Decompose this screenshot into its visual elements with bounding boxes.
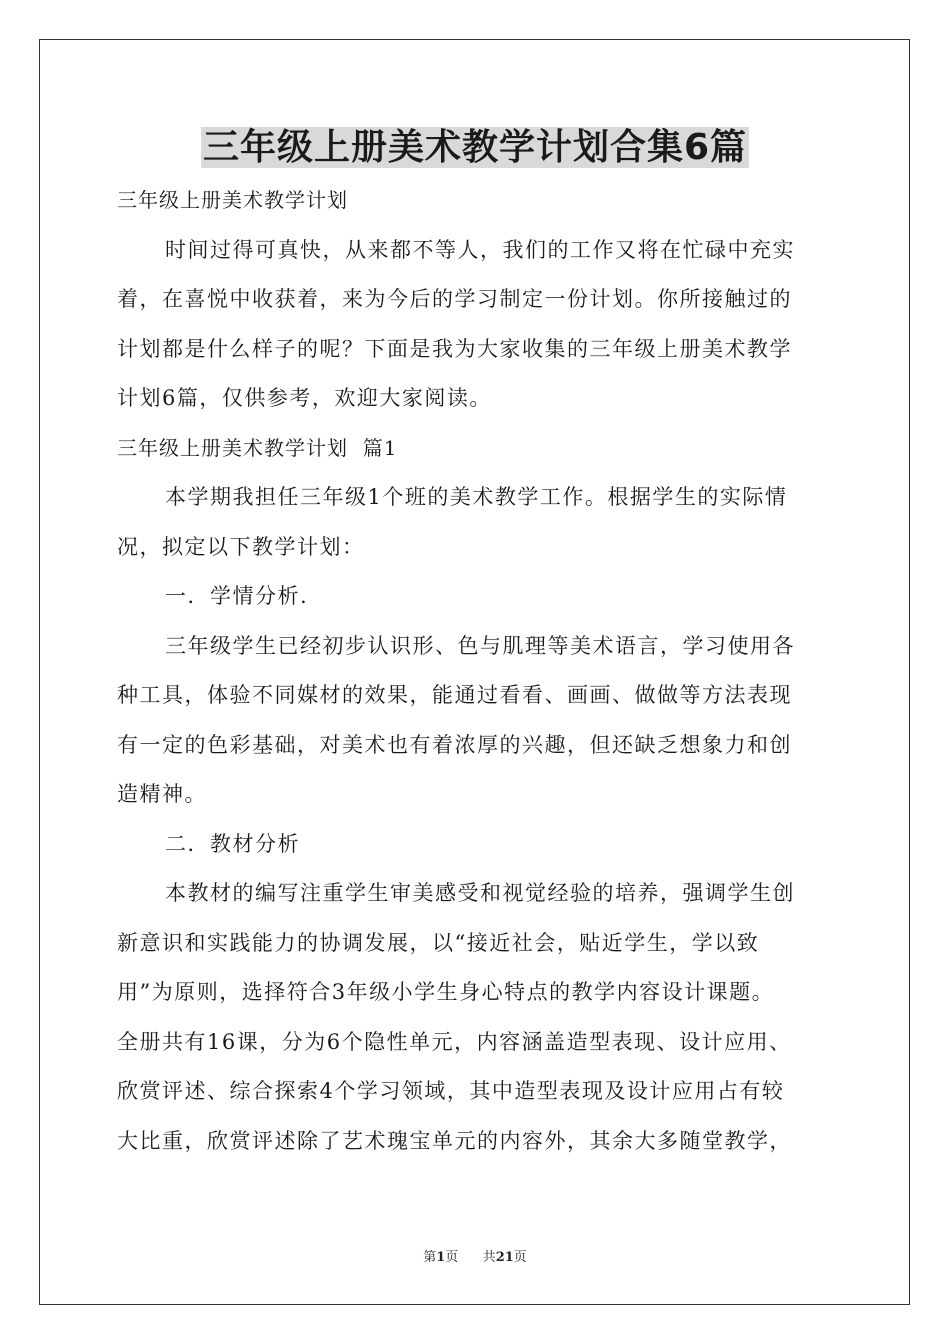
paragraph-line: 有一定的色彩基础，对美术也有着浓厚的兴趣，但还缺乏想象力和创	[117, 732, 792, 757]
paragraph-line: 大比重，欣赏评述除了艺术瑰宝单元的内容外，其余大多随堂教学，	[117, 1128, 792, 1153]
paragraph-line: 全册共有16课，分为6个隐性单元，内容涵盖造型表现、设计应用、	[117, 1029, 792, 1054]
document-body	[117, 176, 847, 1166]
subheading-textbook-analysis: 二．教材分析	[165, 831, 300, 856]
footer-page-suffix: 页	[445, 1250, 459, 1265]
paragraph-line: 种工具，体验不同媒材的效果，能通过看看、画画、做做等方法表现	[117, 683, 792, 707]
footer-total-suffix: 页	[513, 1250, 527, 1265]
paragraph-line: 欣赏评述、综合探索4个学习领域，其中造型表现及设计应用占有较	[117, 1079, 785, 1103]
intro-line: 计划6篇，仅供参考，欢迎大家阅读。	[117, 386, 492, 410]
footer-page-prefix: 第	[423, 1250, 437, 1265]
subheading-learning-analysis: 一．学情分析.	[165, 584, 309, 608]
document-title-text: 三年级上册美术教学计划合集6篇	[202, 127, 748, 168]
document-title	[0, 124, 950, 172]
intro-line: 时间过得可真快，从来都不等人，我们的工作又将在忙碌中充实	[165, 237, 795, 262]
paragraph-line: 况，拟定以下教学计划：	[117, 534, 365, 559]
paragraph-line: 三年级学生已经初步认识形、色与肌理等美术语言，学习使用各	[165, 633, 795, 658]
intro-line: 计划都是什么样子的呢？下面是我为大家收集的三年级上册美术教学	[117, 336, 792, 361]
intro-line: 着，在喜悦中收获着，来为今后的学习制定一份计划。你所接触过的	[117, 287, 792, 311]
footer-total-number: 21	[495, 1250, 514, 1265]
paragraph-line: 用”为原则，选择符合3年级小学生身心特点的教学内容设计课题。	[117, 980, 775, 1004]
intro-heading: 三年级上册美术教学计划	[117, 188, 348, 212]
footer-total-prefix: 共	[482, 1250, 496, 1265]
paragraph-line: 本教材的编写注重学生审美感受和视觉经验的培养，强调学生创	[165, 881, 795, 905]
section-heading: 三年级上册美术教学计划 篇1	[117, 435, 398, 460]
paragraph-line: 本学期我担任三年级1个班的美术教学工作。根据学生的实际情	[165, 485, 788, 509]
paragraph-line: 新意识和实践能力的协调发展，以“接近社会，贴近学生，学以致	[117, 930, 760, 955]
paragraph-line: 造精神。	[117, 782, 207, 806]
footer-page-number: 1	[436, 1250, 446, 1265]
page-footer	[0, 1246, 950, 1265]
